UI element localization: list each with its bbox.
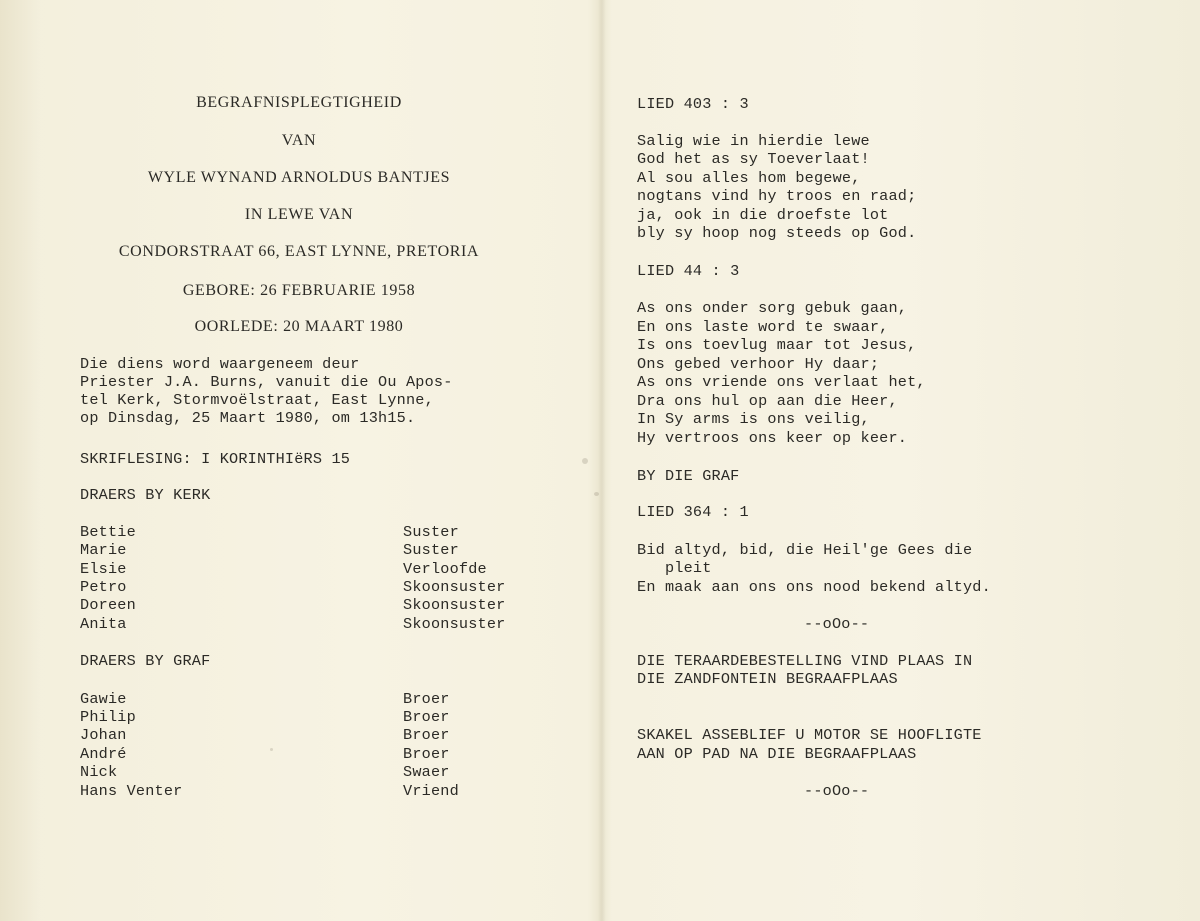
- in-lewe-van-label: IN LEWE VAN: [244, 206, 354, 223]
- verse-line: As ons vriende ons verlaat het,: [637, 373, 926, 391]
- verse-line: nogtans vind hy troos en raad;: [637, 187, 917, 205]
- verse-line: En maak aan ons ons nood bekend altyd.: [637, 578, 991, 596]
- hymn-403-heading: LIED 403 : 3: [637, 95, 749, 113]
- bearer-relation: Vriend: [403, 782, 459, 800]
- bearer-name: Gawie: [80, 690, 127, 708]
- verse-line: In Sy arms is ons veilig,: [637, 410, 870, 428]
- verse-line: Dra ons hul op aan die Heer,: [637, 392, 898, 410]
- bearer-name: Bettie: [80, 523, 136, 541]
- bearer-name: Nick: [80, 763, 118, 781]
- divider: --oOo--: [804, 615, 870, 633]
- divider: --oOo--: [804, 782, 870, 800]
- bearers-grave-heading: DRAERS BY GRAF: [80, 652, 211, 670]
- bearer-relation: Skoonsuster: [403, 615, 506, 633]
- notice-line: DIE ZANDFONTEIN BEGRAAFPLAAS: [637, 670, 898, 688]
- bearer-relation: Suster: [403, 523, 459, 541]
- notice-line: SKAKEL ASSEBLIEF U MOTOR SE HOOFLIGTE: [637, 726, 982, 744]
- verse-line: God het as sy Toeverlaat!: [637, 150, 870, 168]
- bearer-relation: Broer: [403, 745, 450, 763]
- verse-line: Salig wie in hierdie lewe: [637, 132, 870, 150]
- service-line: Priester J.A. Burns, vanuit die Ou Apos-: [80, 373, 453, 391]
- bearer-name: André: [80, 745, 127, 763]
- bearer-relation: Swaer: [403, 763, 450, 781]
- birth-date: GEBORE: 26 FEBRUARIE 1958: [182, 282, 416, 299]
- bearer-name: Doreen: [80, 596, 136, 614]
- bearer-relation: Broer: [403, 726, 450, 744]
- bearer-relation: Broer: [403, 708, 450, 726]
- bearers-church-heading: DRAERS BY KERK: [80, 486, 211, 504]
- service-line: op Dinsdag, 25 Maart 1980, om 13h15.: [80, 409, 416, 427]
- deceased-name: WYLE WYNAND ARNOLDUS BANTJES: [147, 169, 451, 186]
- verse-line: bly sy hoop nog steeds op God.: [637, 224, 917, 242]
- ink-smudge: [270, 748, 273, 751]
- address: CONDORSTRAAT 66, EAST LYNNE, PRETORIA: [118, 243, 480, 260]
- verse-line: Hy vertroos ons keer op keer.: [637, 429, 908, 447]
- bearer-relation: Skoonsuster: [403, 596, 506, 614]
- graveside-heading: BY DIE GRAF: [637, 467, 740, 485]
- ink-smudge: [582, 458, 588, 464]
- notice-line: AAN OP PAD NA DIE BEGRAAFPLAAS: [637, 745, 917, 763]
- title: BEGRAFNISPLEGTIGHEID: [196, 94, 402, 111]
- verse-line: Bid altyd, bid, die Heil'ge Gees die: [637, 541, 973, 559]
- verse-line: pleit: [637, 559, 712, 577]
- hymn-44-heading: LIED 44 : 3: [637, 262, 740, 280]
- verse-line: Ons gebed verhoor Hy daar;: [637, 355, 880, 373]
- bearer-name: Elsie: [80, 560, 127, 578]
- verse-line: ja, ook in die droefste lot: [637, 206, 889, 224]
- bearer-name: Anita: [80, 615, 127, 633]
- bearer-relation: Broer: [403, 690, 450, 708]
- verse-line: En ons laste word te swaar,: [637, 318, 889, 336]
- van-label: VAN: [281, 132, 317, 149]
- verse-line: As ons onder sorg gebuk gaan,: [637, 299, 908, 317]
- bearer-name: Philip: [80, 708, 136, 726]
- notice-line: DIE TERAARDEBESTELLING VIND PLAAS IN: [637, 652, 973, 670]
- bearer-name: Hans Venter: [80, 782, 183, 800]
- hymn-364-heading: LIED 364 : 1: [637, 503, 749, 521]
- bearer-name: Petro: [80, 578, 127, 596]
- bearer-relation: Skoonsuster: [403, 578, 506, 596]
- death-date: OORLEDE: 20 MAART 1980: [194, 318, 404, 335]
- verse-line: Is ons toevlug maar tot Jesus,: [637, 336, 917, 354]
- bearer-name: Marie: [80, 541, 127, 559]
- ink-smudge: [594, 492, 599, 496]
- service-line: tel Kerk, Stormvoëlstraat, East Lynne,: [80, 391, 434, 409]
- verse-line: Al sou alles hom begewe,: [637, 169, 861, 187]
- scripture-reading: SKRIFLESING: I KORINTHIëRS 15: [80, 450, 351, 468]
- bearer-relation: Suster: [403, 541, 459, 559]
- bearer-name: Johan: [80, 726, 127, 744]
- center-fold: [598, 0, 606, 921]
- service-line: Die diens word waargeneem deur: [80, 355, 360, 373]
- bearer-relation: Verloofde: [403, 560, 487, 578]
